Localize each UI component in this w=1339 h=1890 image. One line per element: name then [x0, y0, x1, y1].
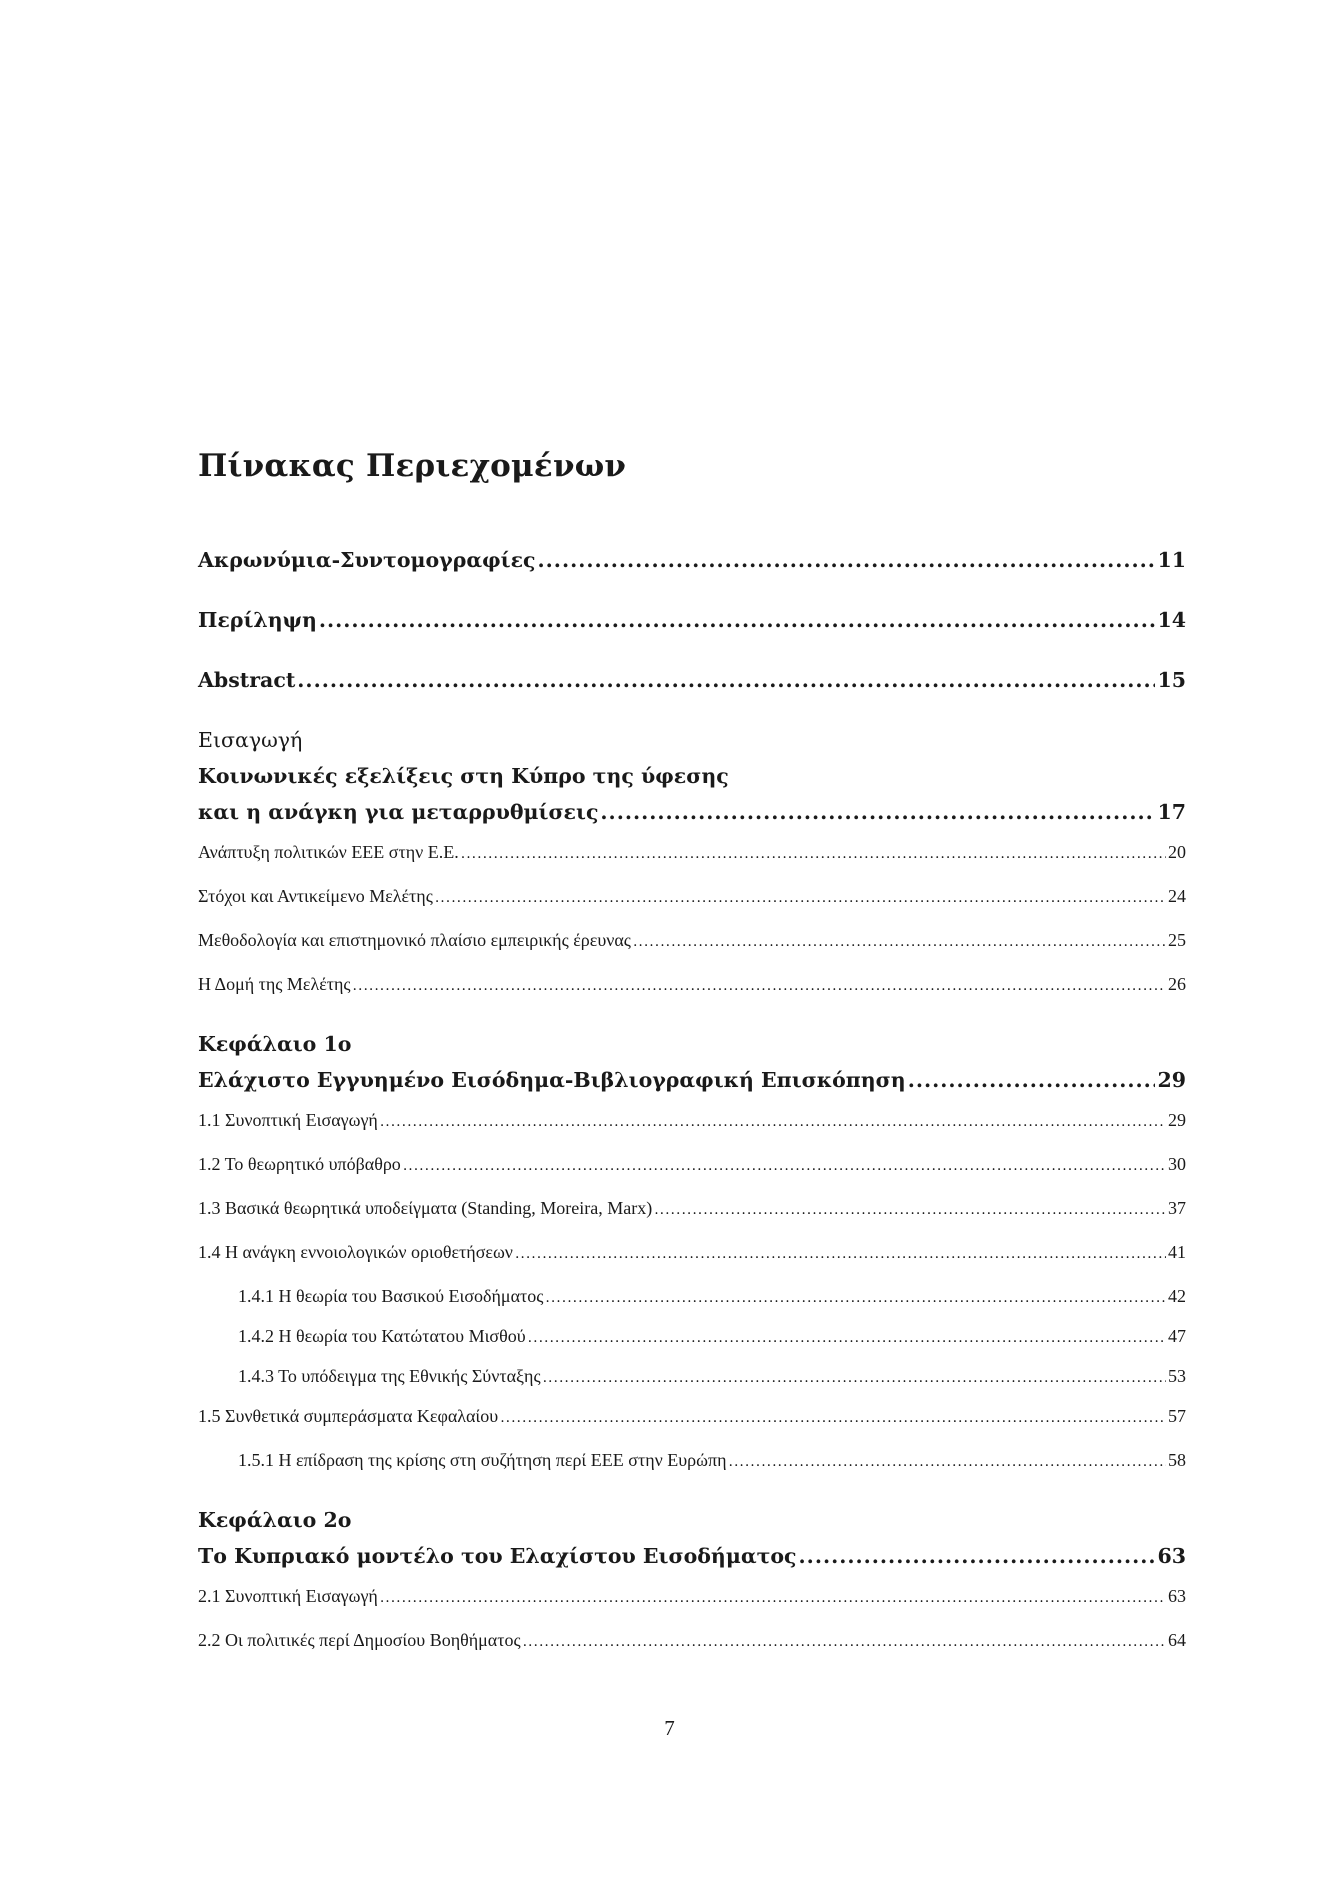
leader-dots [353, 978, 1166, 994]
toc-entry[interactable] [198, 1198, 1186, 1242]
toc-page-number: 53 [1168, 1366, 1186, 1386]
toc-entry[interactable] [198, 1586, 1186, 1630]
toc-entry-abstract[interactable] [198, 668, 1186, 728]
toc-subentry[interactable] [198, 1326, 1186, 1366]
leader-dots [380, 1590, 1166, 1606]
toc-page-number: 14 [1157, 608, 1186, 632]
toc-entry-label: 2.1 Συνοπτική Εισαγωγή [198, 1586, 378, 1606]
chapter-heading-1: Κεφάλαιο 1ο [198, 1032, 352, 1056]
toc-page-number: 30 [1168, 1154, 1186, 1174]
toc-entry-label: Ελάχιστο Εγγυημένο Εισόδημα-Βιβλιογραφική Επισκόπηση [198, 1068, 906, 1092]
leader-dots [543, 1370, 1166, 1386]
toc-entry-label: Η Δομή της Μελέτης [198, 974, 351, 994]
toc-entry-label: Περίληψη [198, 608, 317, 632]
leader-dots [515, 1246, 1166, 1262]
toc-entry[interactable] [198, 974, 1186, 1018]
toc-entry-label: Ανάπτυξη πολιτικών ΕΕΕ στην Ε.Ε. [198, 842, 459, 862]
leader-dots [380, 1114, 1166, 1130]
toc-entry-label: και η ανάγκη για μεταρρυθμίσεις [198, 800, 599, 824]
toc-entry-label: 1.5.1 Η επίδραση της κρίσης στη συζήτηση περί ΕΕΕ στην Ευρώπη [238, 1450, 727, 1470]
toc-entry[interactable] [198, 842, 1186, 886]
toc-page-number: 63 [1168, 1586, 1186, 1606]
toc-page-number: 25 [1168, 930, 1186, 950]
toc-entry-summary[interactable] [198, 608, 1186, 668]
toc-page-number: 41 [1168, 1242, 1186, 1262]
page-title: Πίνακας Περιεχομένων [198, 448, 627, 484]
leader-dots [729, 1454, 1167, 1470]
toc-entry-label: Στόχοι και Αντικείμενο Μελέτης [198, 886, 433, 906]
leader-dots [654, 1202, 1166, 1218]
leader-dots [297, 668, 1155, 692]
toc-entry[interactable] [198, 886, 1186, 930]
toc-entry-label: Ακρωνύμια-Συντομογραφίες [198, 548, 536, 572]
leader-dots [403, 1158, 1166, 1174]
chapter-heading-2: Κεφάλαιο 2ο [198, 1508, 352, 1532]
leader-dots [538, 548, 1156, 572]
page-number: 7 [664, 1716, 675, 1740]
toc-entry[interactable] [198, 1406, 1186, 1450]
leader-dots [435, 890, 1166, 906]
toc-entry-label: Το Κυπριακό μοντέλο του Ελαχίστου Εισοδήματος [198, 1544, 797, 1568]
toc-subentry[interactable] [198, 1286, 1186, 1326]
toc-entry-introduction[interactable] [198, 800, 1186, 842]
leader-dots [799, 1544, 1156, 1568]
toc-entry-label: 1.1 Συνοπτική Εισαγωγή [198, 1110, 378, 1130]
toc-entry[interactable] [198, 1242, 1186, 1286]
leader-dots [319, 608, 1156, 632]
toc-page-number: 11 [1157, 548, 1186, 572]
toc-page-number: 24 [1168, 886, 1186, 906]
leader-dots [908, 1068, 1156, 1092]
toc-entry-label: Μεθοδολογία και επιστημονικό πλαίσιο εμπειρικής έρευνας [198, 930, 631, 950]
toc-entry[interactable] [198, 1110, 1186, 1154]
toc-page-number: 15 [1157, 668, 1186, 692]
leader-dots [545, 1290, 1166, 1306]
leader-dots [500, 1410, 1166, 1426]
toc-subentry[interactable] [198, 1366, 1186, 1406]
toc-entry-label: 2.2 Οι πολιτικές περί Δημοσίου Βοηθήματος [198, 1630, 521, 1650]
toc-page-number: 20 [1168, 842, 1186, 862]
toc-page-number: 17 [1157, 800, 1186, 824]
toc-entry-label: 1.3 Βασικά θεωρητικά υποδείγματα (Standing, Moreira, Marx) [198, 1198, 653, 1218]
toc-entry-label: 1.4 Η ανάγκη εννοιολογικών οριοθετήσεων [198, 1242, 513, 1262]
leader-dots [523, 1634, 1166, 1650]
toc-page-number: 64 [1168, 1630, 1186, 1650]
toc-entry-label: 1.4.1 Η θεωρία του Βασικού Εισοδήματος [238, 1286, 544, 1306]
toc-page-number: 29 [1168, 1110, 1186, 1130]
toc-entry-chapter-1[interactable] [198, 1068, 1186, 1110]
table-of-contents [198, 548, 1186, 1674]
toc-page-number: 37 [1168, 1198, 1186, 1218]
toc-page-number: 29 [1157, 1068, 1186, 1092]
toc-subentry[interactable] [198, 1450, 1186, 1490]
toc-entry[interactable] [198, 1630, 1186, 1674]
toc-entry[interactable] [198, 1154, 1186, 1198]
leader-dots [528, 1330, 1166, 1346]
toc-entry-acronyms[interactable] [198, 548, 1186, 608]
toc-page-number: 58 [1168, 1450, 1186, 1470]
leader-dots [600, 800, 1155, 824]
toc-page-number: 63 [1157, 1544, 1186, 1568]
toc-entry-label: 1.2 Το θεωρητικό υπόβαθρο [198, 1154, 401, 1174]
toc-entry-label: 1.4.3 Το υπόδειγμα της Εθνικής Σύνταξης [238, 1366, 541, 1386]
toc-page-number: 42 [1168, 1286, 1186, 1306]
toc-entry-label: 1.4.2 Η θεωρία του Κατώτατου Μισθού [238, 1326, 526, 1346]
toc-entry-chapter-2[interactable] [198, 1544, 1186, 1586]
toc-entry-label: Abstract [198, 668, 296, 692]
toc-page-number: 26 [1168, 974, 1186, 994]
leader-dots [461, 846, 1166, 862]
leader-dots [633, 934, 1166, 950]
toc-entry[interactable] [198, 930, 1186, 974]
section-heading-introduction: Εισαγωγή [198, 728, 303, 752]
section-title-line: Κοινωνικές εξελίξεις στη Κύπρο της ύφεσης [198, 764, 729, 788]
toc-page-number: 47 [1168, 1326, 1186, 1346]
toc-entry-label: 1.5 Συνθετικά συμπεράσματα Κεφαλαίου [198, 1406, 499, 1426]
toc-page-number: 57 [1168, 1406, 1186, 1426]
